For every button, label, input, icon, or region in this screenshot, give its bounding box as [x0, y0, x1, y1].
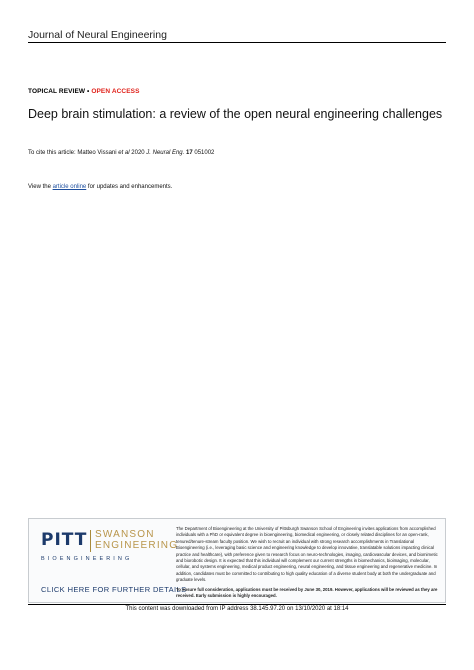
article-category: TOPICAL REVIEW — [28, 88, 86, 95]
citation-year: 2020 — [129, 150, 147, 156]
logo-bioengineering: BIOENGINEERING — [41, 556, 133, 562]
article-type-line — [28, 88, 140, 95]
view-online-line — [28, 184, 172, 190]
journal-title: Journal of Neural Engineering — [28, 29, 167, 41]
article-title: Deep brain stimulation: a review of the open neural engineering challenges — [28, 107, 443, 121]
citation-prefix: To cite this article: Matteo Vissani — [28, 150, 119, 156]
logo-swanson: SWANSON — [95, 529, 155, 540]
logo-divider — [90, 530, 91, 552]
job-advert-banner[interactable] — [28, 518, 446, 603]
view-prefix: View the — [28, 184, 53, 190]
logo-engineering: ENGINEERING — [95, 540, 179, 551]
logo-pitt: PITT — [41, 530, 88, 550]
citation-etal: et al — [118, 150, 130, 156]
header-divider — [28, 42, 446, 43]
further-details-link[interactable]: CLICK HERE FOR FURTHER DETAILS — [41, 585, 187, 594]
advert-description: The Department of Bioengineering at the University of Pittsburgh Swanson School of Engineering invites applications from accomplished individuals with a PhD or equivalent degree in bioengineering, biomedical engineering, or closely related disciplines for an open-rank, tenured/tenure-stream faculty position. We wish to recruit an individual with strong research accomplishments in Translational Bioengineering (i.e., leveraging basic science and engineering knowledge to develop innovative, translatable solutions impacting clinical practice and healthcare), with preference given to research focus on neuro-technologies, imaging, cardiovascular devices, and biomimetic and biorobotic design. It is expected that this individual will complement our current strengths in biomechanics, bioimaging, molecular, cellular, and systems engineering, medical product engineering, neural engineering, and tissue engineering and regenerative medicine. In addition, candidates must be committed to contributing to high quality education of a diverse student body at both the undergraduate and graduate levels. — [176, 526, 438, 583]
citation-journal: J. Neural Eng. — [146, 150, 185, 156]
footer-divider — [28, 604, 446, 605]
view-suffix: for updates and enhancements. — [86, 184, 173, 190]
citation-number: 051002 — [192, 150, 215, 156]
logo-swanson-engineering — [95, 529, 178, 551]
advert-deadline-note: To ensure full consideration, applications must be received by June 30, 2019. However, applications will be reviewed as they are received. Early submission is highly encouraged. — [176, 587, 438, 599]
category-separator: • — [85, 88, 92, 95]
open-access-label: OPEN ACCESS — [91, 88, 140, 95]
pitt-swanson-logo — [41, 527, 179, 567]
article-online-link[interactable]: article online — [52, 184, 87, 190]
citation-volume: 17 — [186, 150, 193, 156]
download-footer: This content was downloaded from IP address 38.145.97.20 on 13/10/2020 at 18:14 — [125, 606, 349, 612]
citation-line — [28, 150, 214, 156]
